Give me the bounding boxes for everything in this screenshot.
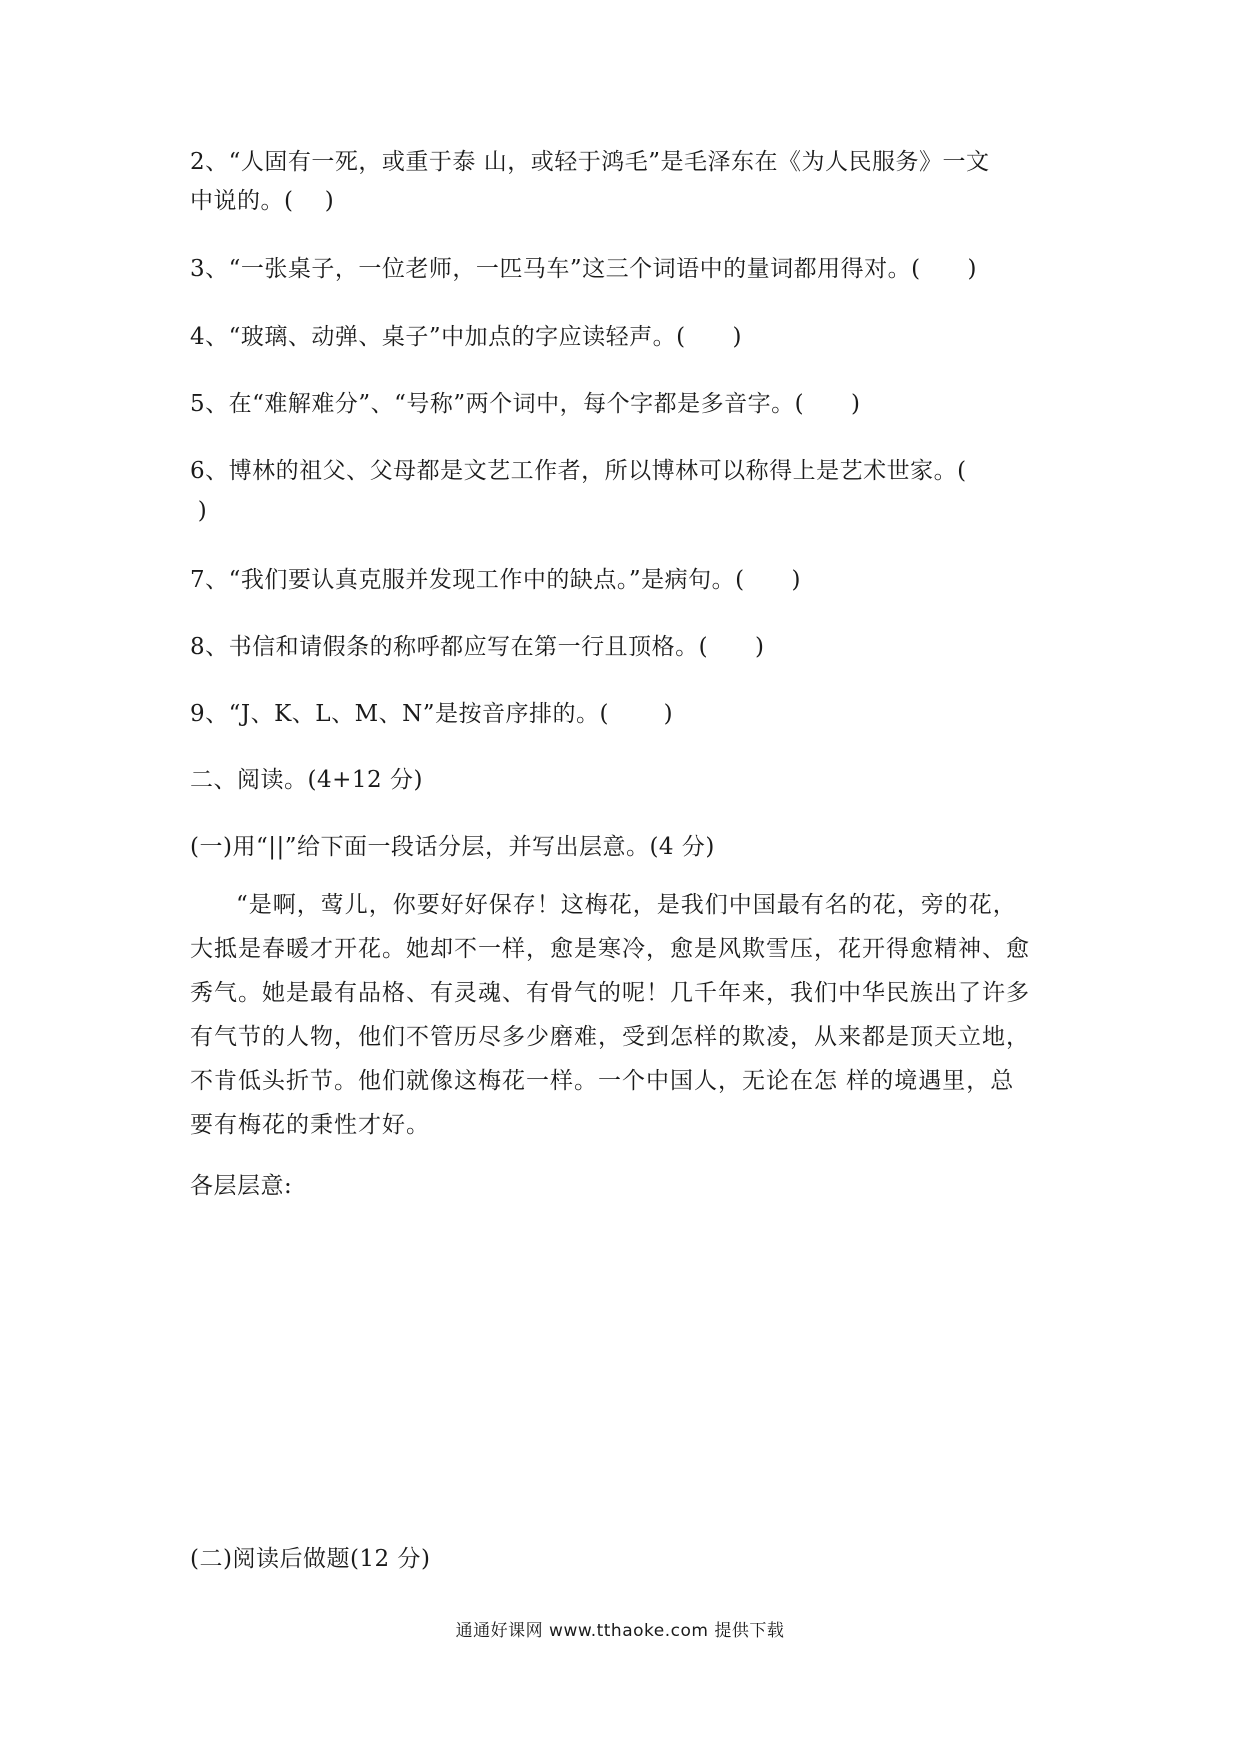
passage-line-1: “是啊，莺儿，你要好好保存！这梅花，是我们中国最有名的花，旁的花，	[236, 892, 1017, 918]
question-3: 3、“一张桌子，一位老师，一匹马车”这三个词语中的量词都用得对。( )	[190, 256, 977, 282]
question-5: 5、在“难解难分”、“号称”两个词中，每个字都是多音字。( )	[190, 391, 861, 417]
passage-line-4: 有气节的人物，他们不管历尽多少磨难，受到怎样的欺凌，从来都是顶天立地，	[190, 1024, 1030, 1050]
reading-passage	[190, 883, 1060, 1147]
question-2-line-1: 2、“人固有一死，或重于泰 山，或轻于鸿毛”是毛泽东在《为人民服务》一文	[190, 149, 990, 175]
part-1-heading: (一)用“||”给下面一段话分层，并写出层意。(4 分)	[190, 834, 715, 860]
passage-line-3: 秀气。她是最有品格、有灵魂、有骨气的呢！几千年来，我们中华民族出了许多	[190, 980, 1030, 1006]
passage-line-6: 要有梅花的秉性才好。	[190, 1112, 430, 1138]
section-2-heading: 二、阅读。(4+12 分)	[190, 767, 423, 793]
answer-label: 各层层意:	[190, 1173, 293, 1199]
footer-text: 通通好课网 www.tthaoke.com 提供下载	[455, 1621, 785, 1641]
question-2-line-2: 中说的。( )	[190, 188, 335, 214]
passage-line-2: 大抵是春暖才开花。她却不一样，愈是寒冷，愈是风欺雪压，花开得愈精神、愈	[190, 936, 1030, 962]
question-7: 7、“我们要认真克服并发现工作中的缺点。”是病句。( )	[190, 567, 801, 593]
part-2-heading: (二)阅读后做题(12 分)	[190, 1546, 431, 1572]
question-9: 9、“J、K、L、M、N”是按音序排的。( )	[190, 701, 674, 727]
passage-line-5: 不肯低头折节。他们就像这梅花一样。一个中国人，无论在怎 样的境遇里，总	[190, 1068, 1015, 1094]
question-6-line-2: )	[190, 498, 208, 524]
question-6-line-1: 6、博林的祖父、父母都是文艺工作者，所以博林可以称得上是艺术世家。(	[190, 458, 967, 484]
question-8: 8、书信和请假条的称呼都应写在第一行且顶格。( )	[190, 634, 765, 660]
question-4: 4、“玻璃、动弹、桌子”中加点的字应读轻声。( )	[190, 324, 742, 350]
